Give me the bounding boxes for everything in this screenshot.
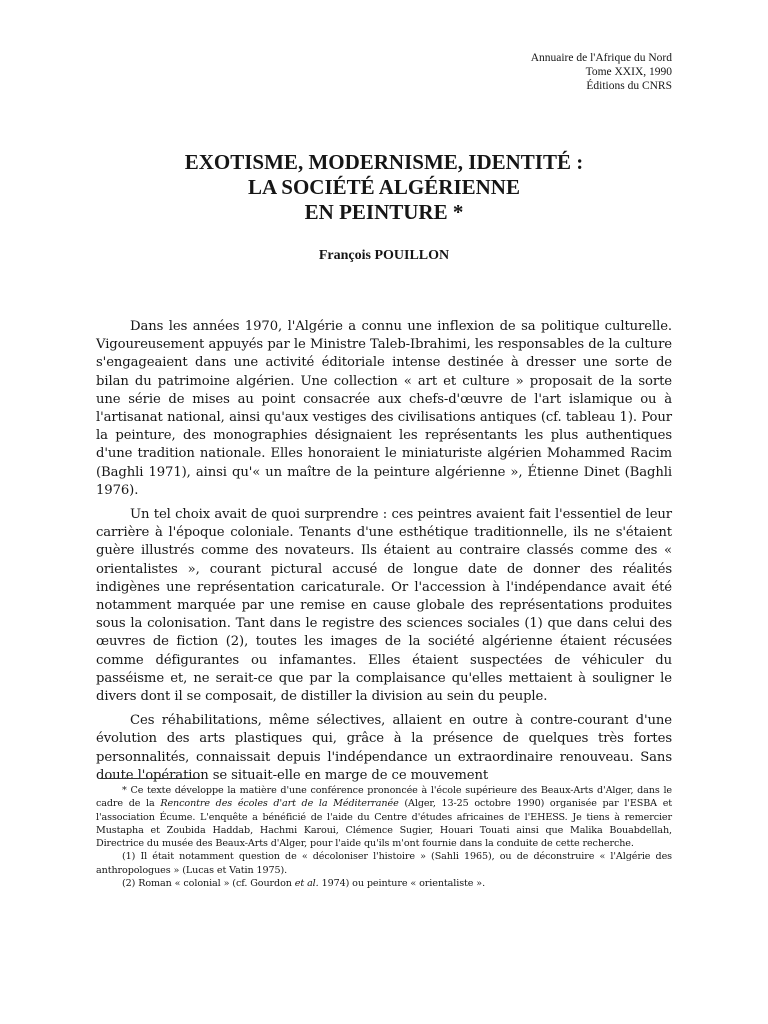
footnote-star-text-1: Ce texte développe la matière d'une conférence prononcée à l'école supérieure des Beaux-Arts d'Alger, dans le cadre de la xyxy=(96,785,673,810)
footnote-2-italic: et al. xyxy=(294,878,319,890)
article-body xyxy=(96,318,672,791)
body-paragraph-1: Dans les années 1970, l'Algérie a connu une inflexion de sa politique culturelle. Vigoureusement appuyés par le Ministre Taleb-Ibrahimi, les responsables de la culture s'engageaient dans une activité éditoriale intense destinée à dresser une sorte de bilan du patrimoine algérien. Une collection « art et culture » proposait de la sorte une série de mises au point consacrée aux chefs-d'œuvre de l'art islamique ou à l'artisanat national, ainsi qu'aux vestiges des civilisations antiques (cf. tableau 1). Pour la peinture, des monographies désignaient les représentants les plus authentiques d'une tradition nationale. Elles honoraient le miniaturiste algérien Mohammed Racim (Baghli 1971), ainsi qu'« un maître de la peinture algérienne », Étienne Dinet (Baghli 1976). xyxy=(96,319,672,498)
journal-name: Annuaire de l'Afrique du Nord xyxy=(530,52,672,64)
title-line-3: EN PEINTURE * xyxy=(304,200,464,224)
footnote-star-italic: Rencontre des écoles d'art de la Méditerranée xyxy=(160,798,399,810)
title-line-2: LA SOCIÉTÉ ALGÉRIENNE xyxy=(248,175,520,199)
footnote-1: (1) Il était notamment question de « décoloniser l'histoire » (Sahli 1965), ou de déconstruire « l'Algérie des anthropologues » (Lucas et Vatin 1975). xyxy=(96,851,672,876)
title-line-1: EXOTISME, MODERNISME, IDENTITÉ : xyxy=(184,150,584,174)
footnotes xyxy=(96,784,672,890)
footnote-2-text-a: (2) Roman « colonial » (cf. Gourdon xyxy=(122,878,292,890)
article-author: François POUILLON xyxy=(318,248,450,263)
footnote-2-text-b: 1974) ou peinture « orientaliste ». xyxy=(321,878,486,890)
footnote-divider xyxy=(100,778,200,779)
footnote-2 xyxy=(96,877,672,890)
journal-header xyxy=(531,51,672,93)
footnote-star xyxy=(96,784,672,850)
article-title xyxy=(0,150,768,225)
body-paragraph-3: Ces réhabilitations, même sélectives, allaient en outre à contre-courant d'une évolution des arts plastiques qui, grâce à la présence de quelques très fortes personnalités, connaissait depuis l'indépendance un extraordinaire renouveau. Sans doute l'opération se situait-elle en marge de ce mouvement xyxy=(96,713,672,783)
journal-volume: Tome XXIX, 1990 xyxy=(585,66,672,78)
body-paragraph-2: Un tel choix avait de quoi surprendre : ces peintres avaient fait l'essentiel de leur carrière à l'époque coloniale. Tenants d'une esthétique traditionnelle, ils ne s'étaient guère illustrés comme des novateurs. Ils étaient au contraire classés comme des « orientalistes », courant pictural accusé de longue date de donner des réalités indigènes une représentation caricaturale. Or l'accession à l'indépendance avait été notamment marquée par une remise en cause globale des représentations produites sous la colonisation. Tant dans le registre des sciences sociales (1) que dans celui des œuvres de fiction (2), toutes les images de la société algérienne étaient récusées comme défigurantes ou infamantes. Elles étaient suspectées de véhiculer du passéisme et, ne serait-ce que par la complaisance qu'elles mettaient à souligner le divers dont il se composait, de distiller la division au sein du peuple. xyxy=(96,507,672,705)
footnote-star-text-2: (Alger, 13-25 octobre 1990) organisée par l'ESBA et l'association Écume. L'enquête a bénéficié de l'aide du Centre d'études africaines de l'EHESS. Je tiens à remercier Mustapha et Zoubida Haddab, Hachmi Karoui, Clémence Sugier, Houari Touati ainsi que Malika Bouabdellah, Directrice du musée des Beaux-Arts d'Alger, pour l'aide qu'ils m'ont fournie dans la conduite de cette recherche. xyxy=(96,798,673,850)
footnote-star-marker: * xyxy=(122,785,127,796)
journal-publisher: Éditions du CNRS xyxy=(586,80,672,92)
